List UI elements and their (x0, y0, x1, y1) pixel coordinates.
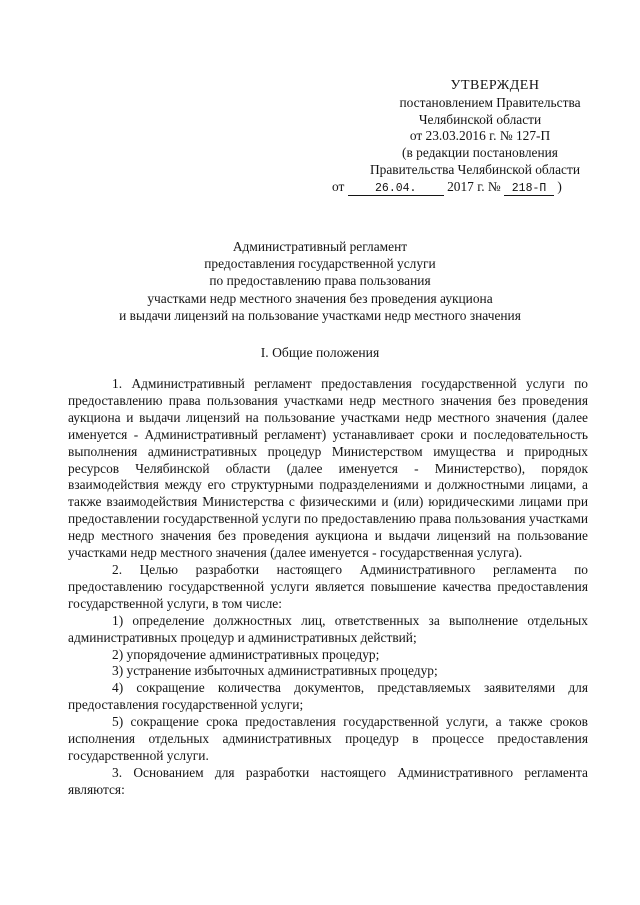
approval-heading: УТВЕРЖДЕН (450, 78, 540, 93)
paragraph: 2. Целью разработки настоящего Административного регламента по предоставлению государственной услуги является повышение качества предоставления государственной услуги, в том числе: (68, 561, 588, 611)
approval-date-line (330, 179, 620, 196)
list-item: 5) сокращение срока предоставления государственной услуги, а также сроков исполнения отдельных административных процедур в процессе предоставления государственной услуги. (68, 714, 588, 763)
date-prefix: от (332, 178, 345, 194)
list-item: 2) упорядочение административных процедур; (112, 646, 380, 662)
paragraph: 1. Административный регламент предоставления государственной услуги по предоставлению права пользования участками недр местного значения без проведения аукциона и выдачи лицензий на пользование участками недр местного значения (далее именуется - Административный регламент) устанавливает сроки и последовательность выполнения административных процедур Министерством имущества и природных ресурсов Челябинской области (далее именуется - Министерство), порядок взаимодействия между его структурными подразделениями и должностными лицами, а также взаимодействия Министерства с физическими и (или) юридическими лицами при предоставлении государственной услуги по предоставлению права пользования участками недр местного значения без проведения аукциона и выдачи лицензий на пользование участками недр местного значения (далее именуется - государственная услуга). (68, 376, 588, 561)
list-item: 3) устранение избыточных административных процедур; (112, 663, 438, 679)
title-line: Административный регламент (232, 239, 408, 254)
title-line: и выдачи лицензий на пользование участками недр местного значения (119, 307, 521, 323)
approval-line: Челябинской области (418, 111, 542, 127)
approval-line: от 23.03.2016 г. № 127-П (409, 128, 551, 144)
date-stamp: 26.04. (348, 182, 444, 196)
closing-paren: ) (557, 178, 562, 194)
title-line: участками недр местного значения без проведения аукциона (147, 290, 493, 306)
approval-line: Правительства Челябинской области (370, 161, 580, 177)
document-title (60, 238, 580, 324)
approval-line: (в редакции постановления (402, 145, 558, 161)
section-heading: I. Общие положения (260, 345, 380, 360)
title-line: предоставления государственной услуги (204, 256, 436, 272)
list-item: 1) определение должностных лиц, ответственных за выполнение отдельных административных процедур и административных действий; (68, 612, 588, 645)
number-stamp: 218-П (504, 182, 554, 196)
year-text: 2017 г. № (447, 178, 501, 194)
paragraph: 3. Основанием для разработки настоящего Административного регламента являются: (68, 764, 588, 797)
title-line: по предоставлению права пользования (209, 273, 431, 289)
approval-block (330, 78, 620, 196)
approval-line: постановлением Правительства (399, 94, 581, 110)
list-item: 4) сокращение количества документов, представляемых заявителями для предоставления государственной услуги; (68, 680, 588, 713)
document-body (68, 376, 588, 799)
